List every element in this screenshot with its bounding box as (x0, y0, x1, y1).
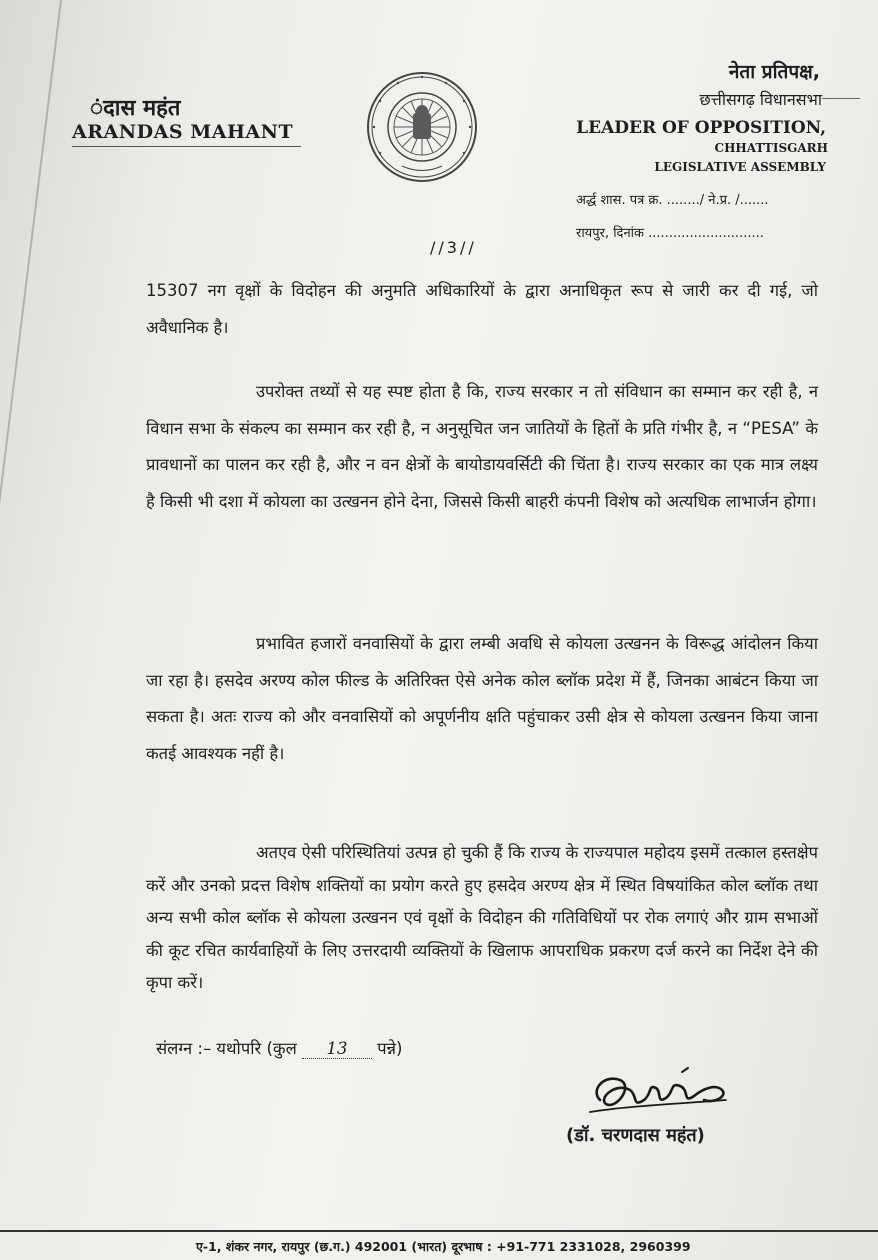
name-hindi: ंदास महंत (90, 96, 181, 121)
enclosure-count: 13 (302, 1039, 372, 1059)
state-english: CHHATTISGARH (714, 141, 828, 155)
paragraph-1: 15307 नग वृक्षों के विदोहन की अनुमति अधिकारियों के द्वारा अनाधिकृत रूप से जारी कर दी गई, जो अवैधानिक है। (146, 281, 818, 337)
handwritten-signature (586, 1060, 736, 1130)
date-line: रायपुर, दिनांक ............................ (576, 226, 764, 241)
enclosure-suffix: पन्ने) (377, 1039, 403, 1058)
paragraph-2-text: उपरोक्त तथ्यों से यह स्पष्ट होता है कि, राज्य सरकार न तो संविधान का सम्मान कर रही है, न विधान सभा के संकल्प का सम्मान कर रही है, न अनुसूचित जन जातियों के हितों के प्रति गंभीर है, न “PESA” के प्रावधानों का पालन कर रही है, और न वन क्षेत्रों के बायोडायवर्सिटी की चिंता है। राज्य सरकार का एक मात्र लक्ष्य है किसी भी दशा में कोयला का उत्खनन होने देना, जिससे किसी बाहरी कंपनी विशेष को अत्यधिक लाभार्जन होगा। (146, 382, 818, 511)
page-fold-shadow (0, 0, 62, 1241)
designation-hindi: नेता प्रतिपक्ष, (728, 61, 820, 83)
assembly-hindi: छत्तीसगढ़ विधानसभा (699, 90, 822, 109)
assembly-english: LEGISLATIVE ASSEMBLY (654, 160, 826, 174)
header-rule (822, 98, 860, 99)
footer-rule (0, 1230, 878, 1232)
paragraph-2 (146, 374, 818, 520)
paragraph-4 (146, 837, 818, 1000)
paragraph-3-text: प्रभावित हजारों वनवासियों के द्वारा लम्बी अवधि से कोयला उत्खनन के विरूद्ध आंदोलन किया जा रहा है। हसदेव अरण्य कोल फील्ड के अतिरिक्त ऐसे अनेक कोल ब्लॉक प्रदेश में हैं, जिनका आबंटन किया जा सकता है। अतः राज्य को और वनवासियों को अपूर्णनीय क्षति पहुंचाकर उसी क्षेत्र से कोयला उत्खनन किया जाना कतई आवश्यक नहीं है। (146, 634, 818, 763)
enclosure-prefix: संलग्न :– यथोपरि (कुल (156, 1039, 297, 1058)
footer-address: ए-1, शंकर नगर, रायपुर (छ.ग.) 492001 (भारत) दूरभाष : +91-771 2331028, 2960399 (196, 1239, 691, 1254)
designation-english: LEADER OF OPPOSITION, (576, 118, 826, 138)
enclosure-line (156, 1036, 402, 1059)
signatory-name: (डॉ. चरणदास महंत) (566, 1125, 705, 1146)
assembly-emblem-seal (366, 71, 478, 183)
paragraph-3 (146, 626, 818, 772)
paragraph-4-text: अतएव ऐसी परिस्थितियां उत्पन्न हो चुकी हैं कि राज्य के राज्यपाल महोदय इसमें तत्काल हस्तक्षेप करें और उनको प्रदत्त विशेष शक्तियों का प्रयोग करते हुए हसदेव अरण्य क्षेत्र में स्थित विषयांकित कोल ब्लॉक तथा अन्य सभी कोल ब्लॉक से कोयला उत्खनन एवं वृक्षों के विदोहन की गतिविधियों पर रोक लगाएं और ग्राम सभाओं की कूट रचित कार्यवाहियों के लिए उत्तरदायी व्यक्तियों के खिलाफ आपराधिक प्रकरण दर्ज करने का निर्देश देने की कृपा करें। (146, 843, 818, 992)
page-number: //3// (430, 238, 477, 257)
reference-number: अर्द्ध शास. पत्र क्र. ......../ ने.प्र. /....... (576, 193, 769, 208)
name-english: ARANDAS MAHANT (72, 121, 294, 143)
